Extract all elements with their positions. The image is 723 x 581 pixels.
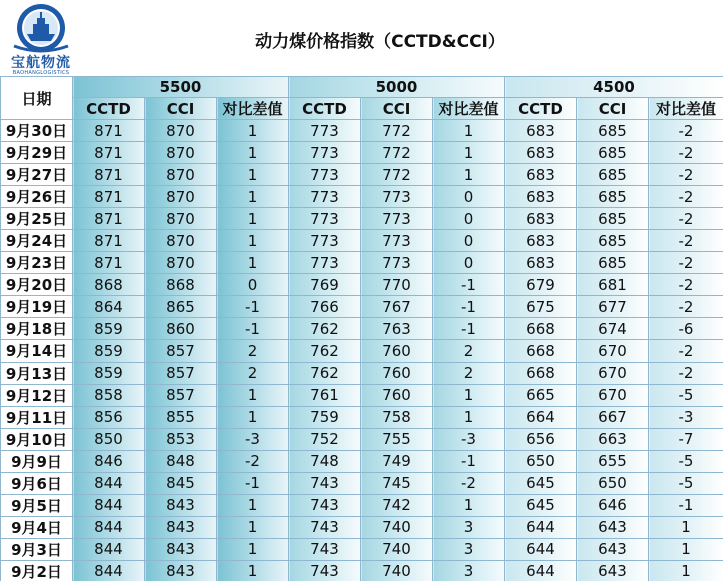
- table-row: [1, 384, 723, 406]
- cell-diff-4500: -1: [649, 494, 723, 516]
- col-header-cctd: CCTD: [505, 98, 577, 120]
- cell-cci-5000: 773: [361, 252, 433, 274]
- table-row: [1, 450, 723, 472]
- cell-date: 9月2日: [1, 560, 73, 581]
- cell-cctd-4500: 683: [505, 252, 577, 274]
- cell-date: 9月19日: [1, 296, 73, 318]
- cell-cci-5500: 857: [145, 362, 217, 384]
- cell-diff-5000: 0: [433, 208, 505, 230]
- cell-cci-5000: 760: [361, 340, 433, 362]
- cell-date: 9月4日: [1, 516, 73, 538]
- cell-diff-5500: 1: [217, 384, 289, 406]
- col-header-cci: CCI: [577, 98, 649, 120]
- cell-cci-5500: 843: [145, 560, 217, 581]
- cell-cctd-5000: 743: [289, 494, 361, 516]
- cell-diff-5000: 3: [433, 560, 505, 581]
- cell-cctd-4500: 644: [505, 516, 577, 538]
- cell-diff-5500: 2: [217, 340, 289, 362]
- cell-cctd-5500: 856: [73, 406, 145, 428]
- cell-diff-5500: 1: [217, 230, 289, 252]
- cell-cci-5000: 767: [361, 296, 433, 318]
- cell-diff-4500: -2: [649, 296, 723, 318]
- cell-diff-4500: -2: [649, 252, 723, 274]
- cell-date: 9月11日: [1, 406, 73, 428]
- cell-date: 9月12日: [1, 384, 73, 406]
- cell-cci-5000: 772: [361, 164, 433, 186]
- cell-diff-4500: -5: [649, 450, 723, 472]
- cell-cctd-5500: 871: [73, 230, 145, 252]
- table-row: [1, 164, 723, 186]
- col-header-cci: CCI: [361, 98, 433, 120]
- cell-cci-4500: 663: [577, 428, 649, 450]
- cell-diff-4500: -2: [649, 340, 723, 362]
- cell-cctd-4500: 656: [505, 428, 577, 450]
- cell-cctd-4500: 683: [505, 164, 577, 186]
- cell-diff-5500: 1: [217, 208, 289, 230]
- cell-cci-5000: 755: [361, 428, 433, 450]
- cell-diff-4500: -2: [649, 208, 723, 230]
- cell-diff-5000: -2: [433, 472, 505, 494]
- cell-diff-5000: -1: [433, 296, 505, 318]
- cell-date: 9月29日: [1, 142, 73, 164]
- cell-cctd-5500: 871: [73, 186, 145, 208]
- cell-cctd-4500: 668: [505, 340, 577, 362]
- cell-cci-5500: 870: [145, 230, 217, 252]
- cell-cctd-5500: 871: [73, 208, 145, 230]
- table-row: [1, 208, 723, 230]
- cell-cci-5500: 870: [145, 164, 217, 186]
- table-row: [1, 516, 723, 538]
- cell-cctd-5500: 871: [73, 252, 145, 274]
- cell-cctd-5000: 743: [289, 560, 361, 581]
- cell-cci-4500: 670: [577, 340, 649, 362]
- cell-diff-4500: -7: [649, 428, 723, 450]
- cell-date: 9月13日: [1, 362, 73, 384]
- cell-cctd-4500: 664: [505, 406, 577, 428]
- cell-cctd-5500: 844: [73, 516, 145, 538]
- cell-cctd-5000: 743: [289, 538, 361, 560]
- col-header-diff: 对比差值: [433, 98, 505, 120]
- cell-diff-4500: 1: [649, 560, 723, 581]
- cell-cctd-4500: 668: [505, 362, 577, 384]
- table-row: [1, 362, 723, 384]
- table-row: [1, 560, 723, 581]
- cell-diff-5000: 2: [433, 340, 505, 362]
- cell-diff-5000: -1: [433, 274, 505, 296]
- date-column-header: 日期: [1, 77, 73, 120]
- cell-cctd-4500: 645: [505, 494, 577, 516]
- cell-cctd-4500: 668: [505, 318, 577, 340]
- cell-cci-4500: 670: [577, 384, 649, 406]
- cell-cctd-5500: 864: [73, 296, 145, 318]
- cell-cctd-5000: 766: [289, 296, 361, 318]
- cell-date: 9月5日: [1, 494, 73, 516]
- cell-cci-5500: 870: [145, 252, 217, 274]
- cell-cci-5500: 870: [145, 186, 217, 208]
- cell-cctd-5000: 743: [289, 516, 361, 538]
- cell-cci-5000: 758: [361, 406, 433, 428]
- col-header-cci: CCI: [145, 98, 217, 120]
- cell-diff-5500: 2: [217, 362, 289, 384]
- cell-cci-5500: 845: [145, 472, 217, 494]
- cell-cci-5500: 843: [145, 538, 217, 560]
- cell-diff-5000: 1: [433, 384, 505, 406]
- cell-cctd-5000: 762: [289, 318, 361, 340]
- cell-cctd-4500: 683: [505, 230, 577, 252]
- cell-cctd-4500: 644: [505, 560, 577, 581]
- cell-diff-5500: 1: [217, 560, 289, 581]
- cell-diff-5000: 0: [433, 186, 505, 208]
- table-body: [1, 120, 723, 581]
- cell-cci-4500: 685: [577, 252, 649, 274]
- cell-cctd-4500: 679: [505, 274, 577, 296]
- cell-diff-5500: 1: [217, 406, 289, 428]
- cell-cci-5000: 773: [361, 208, 433, 230]
- cell-cci-4500: 650: [577, 472, 649, 494]
- cell-date: 9月14日: [1, 340, 73, 362]
- cell-date: 9月24日: [1, 230, 73, 252]
- cell-cci-5500: 853: [145, 428, 217, 450]
- table-row: [1, 186, 723, 208]
- cell-diff-5000: 0: [433, 230, 505, 252]
- cell-cctd-5000: 773: [289, 230, 361, 252]
- cell-cctd-5500: 871: [73, 164, 145, 186]
- cell-cci-5000: 760: [361, 362, 433, 384]
- cell-diff-5500: 1: [217, 120, 289, 142]
- logo-name-cn: 宝航物流: [11, 55, 71, 71]
- cell-diff-5000: 2: [433, 362, 505, 384]
- cell-cctd-5000: 762: [289, 362, 361, 384]
- cell-date: 9月9日: [1, 450, 73, 472]
- table-row: [1, 120, 723, 142]
- cell-cci-4500: 643: [577, 538, 649, 560]
- cell-diff-5500: 1: [217, 516, 289, 538]
- header: [0, 0, 723, 76]
- cell-diff-4500: -5: [649, 384, 723, 406]
- cell-diff-5500: -1: [217, 472, 289, 494]
- cell-cci-5500: 868: [145, 274, 217, 296]
- cell-cci-5000: 760: [361, 384, 433, 406]
- group-header-4500: 4500: [505, 77, 723, 98]
- cell-cci-4500: 667: [577, 406, 649, 428]
- cell-cctd-4500: 683: [505, 186, 577, 208]
- table-row: [1, 230, 723, 252]
- cell-date: 9月23日: [1, 252, 73, 274]
- col-header-diff: 对比差值: [649, 98, 723, 120]
- cell-diff-5500: 1: [217, 142, 289, 164]
- cell-cci-5500: 857: [145, 340, 217, 362]
- cell-diff-5000: 0: [433, 252, 505, 274]
- col-header-diff: 对比差值: [217, 98, 289, 120]
- cell-diff-5500: 0: [217, 274, 289, 296]
- cell-diff-5000: 1: [433, 406, 505, 428]
- table-row: [1, 428, 723, 450]
- cell-diff-4500: -2: [649, 230, 723, 252]
- cell-cci-4500: 643: [577, 560, 649, 581]
- cell-diff-5000: -3: [433, 428, 505, 450]
- cell-cci-4500: 685: [577, 230, 649, 252]
- cell-cci-5500: 865: [145, 296, 217, 318]
- cell-cci-4500: 685: [577, 142, 649, 164]
- cell-cci-4500: 646: [577, 494, 649, 516]
- cell-diff-5000: 3: [433, 538, 505, 560]
- table-row: [1, 296, 723, 318]
- cell-cctd-5500: 871: [73, 142, 145, 164]
- cell-cci-5000: 740: [361, 538, 433, 560]
- cell-date: 9月30日: [1, 120, 73, 142]
- cell-cci-5500: 870: [145, 208, 217, 230]
- cell-cctd-5000: 773: [289, 208, 361, 230]
- cell-cci-5000: 742: [361, 494, 433, 516]
- price-index-table: [0, 76, 723, 581]
- cell-cci-5500: 843: [145, 494, 217, 516]
- cell-cctd-5500: 850: [73, 428, 145, 450]
- col-header-cctd: CCTD: [289, 98, 361, 120]
- cell-cci-5000: 770: [361, 274, 433, 296]
- cell-diff-5000: 1: [433, 120, 505, 142]
- cell-diff-5500: 1: [217, 186, 289, 208]
- cell-cctd-4500: 675: [505, 296, 577, 318]
- cell-cci-5000: 772: [361, 142, 433, 164]
- cell-cci-5000: 773: [361, 230, 433, 252]
- cell-diff-4500: -2: [649, 164, 723, 186]
- sub-header-row: [1, 98, 723, 120]
- cell-cctd-5000: 761: [289, 384, 361, 406]
- group-header-5000: 5000: [289, 77, 505, 98]
- cell-date: 9月20日: [1, 274, 73, 296]
- cell-cci-5500: 848: [145, 450, 217, 472]
- cell-cci-5500: 857: [145, 384, 217, 406]
- table-row: [1, 494, 723, 516]
- cell-cctd-5500: 858: [73, 384, 145, 406]
- cell-cctd-5000: 769: [289, 274, 361, 296]
- table-row: [1, 274, 723, 296]
- cell-cctd-5500: 844: [73, 538, 145, 560]
- cell-diff-5500: -1: [217, 296, 289, 318]
- cell-diff-5000: -1: [433, 450, 505, 472]
- cell-diff-5500: 1: [217, 252, 289, 274]
- cell-cctd-5500: 844: [73, 494, 145, 516]
- cell-cci-4500: 655: [577, 450, 649, 472]
- cell-cctd-5000: 743: [289, 472, 361, 494]
- cell-diff-4500: 1: [649, 538, 723, 560]
- cell-diff-4500: -2: [649, 362, 723, 384]
- table-row: [1, 538, 723, 560]
- group-header-5500: 5500: [73, 77, 289, 98]
- cell-date: 9月3日: [1, 538, 73, 560]
- cell-diff-5500: 1: [217, 538, 289, 560]
- col-header-cctd: CCTD: [73, 98, 145, 120]
- cell-cctd-4500: 665: [505, 384, 577, 406]
- table-row: [1, 472, 723, 494]
- cell-cci-5000: 745: [361, 472, 433, 494]
- cell-diff-5500: 1: [217, 164, 289, 186]
- cell-cctd-5000: 773: [289, 164, 361, 186]
- cell-date: 9月26日: [1, 186, 73, 208]
- cell-diff-5500: -2: [217, 450, 289, 472]
- cell-cci-5000: 763: [361, 318, 433, 340]
- cell-cci-5500: 843: [145, 516, 217, 538]
- cell-diff-5000: 1: [433, 164, 505, 186]
- cell-diff-4500: -2: [649, 120, 723, 142]
- cell-date: 9月10日: [1, 428, 73, 450]
- table-row: [1, 340, 723, 362]
- cell-cctd-5500: 846: [73, 450, 145, 472]
- cell-diff-5000: 3: [433, 516, 505, 538]
- cell-cctd-4500: 683: [505, 142, 577, 164]
- cell-diff-5000: -1: [433, 318, 505, 340]
- cell-diff-4500: -2: [649, 274, 723, 296]
- cell-diff-4500: -3: [649, 406, 723, 428]
- cell-cci-4500: 685: [577, 164, 649, 186]
- cell-cctd-5000: 773: [289, 252, 361, 274]
- cell-cci-4500: 670: [577, 362, 649, 384]
- cell-cctd-5000: 759: [289, 406, 361, 428]
- cell-cctd-5000: 773: [289, 120, 361, 142]
- table-row: [1, 318, 723, 340]
- cell-diff-4500: -2: [649, 186, 723, 208]
- cell-cctd-4500: 683: [505, 208, 577, 230]
- cell-cctd-5500: 868: [73, 274, 145, 296]
- cell-cctd-5500: 859: [73, 362, 145, 384]
- page-title: 动力煤价格指数（CCTD&CCI）: [255, 32, 505, 52]
- logo-name-en: BAOHANGLOGISTICS: [12, 70, 70, 76]
- cell-cci-4500: 677: [577, 296, 649, 318]
- cell-cctd-5000: 752: [289, 428, 361, 450]
- cell-cci-5000: 772: [361, 120, 433, 142]
- cell-cctd-5000: 748: [289, 450, 361, 472]
- table-row: [1, 406, 723, 428]
- cell-cctd-4500: 645: [505, 472, 577, 494]
- cell-cci-5500: 860: [145, 318, 217, 340]
- table-row: [1, 142, 723, 164]
- cell-cci-4500: 643: [577, 516, 649, 538]
- cell-cctd-5500: 859: [73, 318, 145, 340]
- cell-diff-4500: -6: [649, 318, 723, 340]
- cell-diff-4500: -5: [649, 472, 723, 494]
- cell-diff-5000: 1: [433, 142, 505, 164]
- cell-date: 9月6日: [1, 472, 73, 494]
- cell-cctd-5500: 844: [73, 560, 145, 581]
- cell-cctd-5000: 773: [289, 142, 361, 164]
- cell-cctd-5500: 871: [73, 120, 145, 142]
- cell-cci-5500: 870: [145, 142, 217, 164]
- table-row: [1, 252, 723, 274]
- cell-date: 9月27日: [1, 164, 73, 186]
- cell-cctd-5000: 773: [289, 186, 361, 208]
- cell-diff-5000: 1: [433, 494, 505, 516]
- cell-cci-5500: 855: [145, 406, 217, 428]
- cell-diff-5500: 1: [217, 494, 289, 516]
- cell-cci-5000: 740: [361, 560, 433, 581]
- cell-cci-4500: 685: [577, 120, 649, 142]
- cell-cctd-4500: 650: [505, 450, 577, 472]
- cell-diff-5500: -1: [217, 318, 289, 340]
- cell-date: 9月25日: [1, 208, 73, 230]
- cell-cci-4500: 674: [577, 318, 649, 340]
- cell-cci-5500: 870: [145, 120, 217, 142]
- cell-diff-4500: -2: [649, 142, 723, 164]
- cell-cci-4500: 685: [577, 186, 649, 208]
- cell-cctd-5500: 844: [73, 472, 145, 494]
- cell-cctd-4500: 683: [505, 120, 577, 142]
- cell-cci-5000: 773: [361, 186, 433, 208]
- cell-date: 9月18日: [1, 318, 73, 340]
- cell-cci-5000: 749: [361, 450, 433, 472]
- ship-emblem-icon: [6, 2, 76, 56]
- cell-cci-4500: 685: [577, 208, 649, 230]
- cell-cctd-4500: 644: [505, 538, 577, 560]
- company-logo: [6, 2, 76, 76]
- cell-cctd-5000: 762: [289, 340, 361, 362]
- group-header-row: [1, 77, 723, 98]
- cell-cci-4500: 681: [577, 274, 649, 296]
- cell-diff-5500: -3: [217, 428, 289, 450]
- cell-cctd-5500: 859: [73, 340, 145, 362]
- cell-diff-4500: 1: [649, 516, 723, 538]
- cell-cci-5000: 740: [361, 516, 433, 538]
